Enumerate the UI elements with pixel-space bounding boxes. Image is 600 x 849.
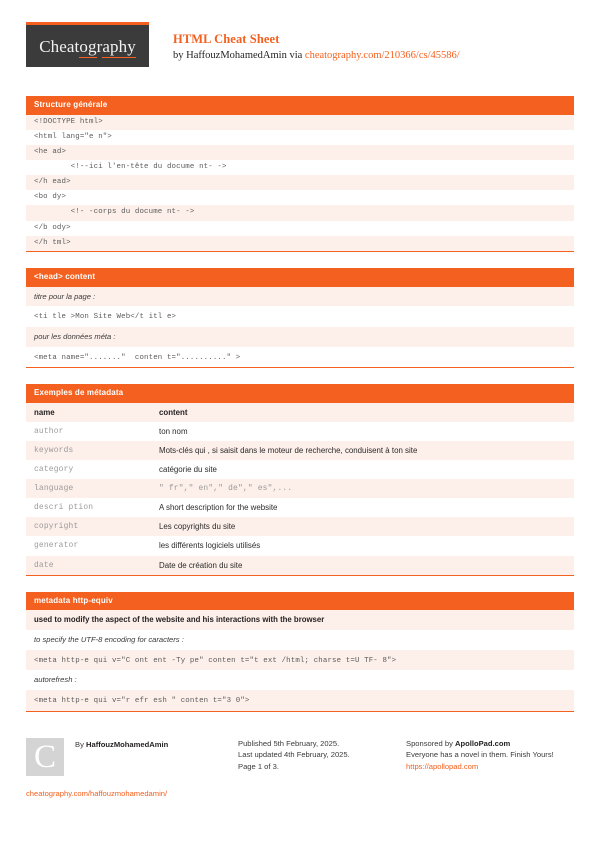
author-profile-link[interactable]: cheatography.com/haffouzmohamedamin/	[26, 788, 168, 798]
section-row	[26, 670, 574, 690]
row-code: <meta http-e qui v="C ont ent -Ty pe" conten t="t ext /html; charse t=U TF- 8">	[34, 656, 397, 665]
logo-wordmark: Cheatography	[39, 36, 136, 56]
column-header-name: name	[26, 403, 151, 422]
cell-value: Mots-clés qui , si saisit dans le moteur de recherche, conduisent à ton site	[151, 441, 574, 460]
code-line: </h ead>	[26, 175, 574, 190]
section-row	[26, 610, 574, 630]
section-row	[26, 327, 574, 347]
section-exemples-metadata	[26, 384, 574, 575]
byline-prefix: by	[173, 49, 187, 61]
code-line: <he ad>	[26, 145, 574, 160]
code-line: </h tml>	[26, 236, 574, 251]
code-line: <bo dy>	[34, 193, 67, 202]
cell-key: descri ption	[26, 498, 151, 517]
cell-value: ton nom	[151, 422, 574, 441]
title-block	[173, 22, 460, 64]
code-line: <!DOCTYPE html>	[26, 115, 574, 130]
row-code: <meta http-e qui v="r efr esh " conten t="3 0">	[34, 696, 250, 705]
footer-byline	[75, 738, 168, 751]
row-code: <meta name="......." conten t=".........." >	[34, 353, 241, 362]
sponsor-url-link[interactable]: https://apollopad.com	[406, 762, 479, 772]
table-row	[26, 460, 574, 479]
cell-value: catégorie du site	[151, 460, 574, 479]
row-note: used to modify the aspect of the website and his interactions with the browser	[34, 615, 325, 625]
cheatsheet-page	[26, 22, 574, 799]
section-row	[26, 306, 574, 327]
cell-key: keywords	[26, 441, 151, 460]
table-row	[26, 556, 574, 575]
cell-value: Date de création du site	[151, 556, 574, 575]
table-row	[26, 498, 574, 517]
updated-date: Last updated 4th February, 2025.	[238, 750, 350, 760]
column-header-content: content	[151, 403, 574, 422]
author-identity	[26, 738, 238, 776]
section-title: metadata http-equiv	[26, 592, 574, 611]
byline	[173, 49, 460, 64]
table-header-row	[26, 403, 574, 422]
source-url-link[interactable]: cheatography.com/210366/cs/45586/	[304, 49, 460, 61]
footer-sponsor-column	[406, 738, 574, 800]
section-structure-generale	[26, 96, 574, 252]
cell-key: author	[26, 422, 151, 441]
page-title: HTML Cheat Sheet	[173, 32, 280, 46]
section-title: Exemples de métadata	[26, 384, 574, 403]
section-row	[26, 690, 574, 711]
section-head-content	[26, 268, 574, 368]
section-title: <head> content	[26, 268, 574, 287]
sponsor-prefix: Sponsored by	[406, 738, 455, 748]
cell-key: generator	[26, 536, 151, 555]
footer-author-column	[26, 738, 238, 800]
table-row	[26, 536, 574, 555]
cell-value: Les copyrights du site	[151, 517, 574, 536]
row-note: titre pour la page :	[34, 291, 96, 301]
section-row	[26, 287, 574, 307]
cell-key: category	[26, 460, 151, 479]
section-title: Structure générale	[26, 96, 574, 115]
row-note: to specify the UTF-8 encoding for caracters :	[34, 634, 184, 644]
page-header	[26, 22, 574, 80]
code-line: </b ody>	[34, 223, 71, 232]
code-line: <!- -corps du docume nt- ->	[26, 205, 574, 220]
table-row	[26, 422, 574, 441]
code-line: <!--ici l'en-tête du docume nt- ->	[34, 163, 227, 172]
metadata-table	[26, 403, 574, 575]
section-row	[26, 650, 574, 671]
byline-via: via	[286, 49, 305, 61]
table-row	[26, 517, 574, 536]
code-block	[26, 115, 574, 251]
table-row	[26, 479, 574, 498]
sponsor-line	[406, 738, 574, 750]
footer-publish-column	[238, 738, 406, 800]
cell-value: A short description for the website	[151, 498, 574, 517]
page-footer	[26, 738, 574, 800]
row-note: autorefresh :	[34, 675, 77, 685]
table-row	[26, 441, 574, 460]
sponsor-name: ApolloPad.com	[454, 738, 511, 748]
avatar: C	[26, 738, 64, 776]
section-row	[26, 630, 574, 650]
cell-value: les différents logiciels utilisés	[151, 536, 574, 555]
row-code: <ti tle >Mon Site Web</t itl e>	[34, 313, 177, 322]
row-note: pour les données méta :	[34, 331, 116, 341]
cell-key: language	[26, 479, 151, 498]
published-date: Published 5th February, 2025.	[238, 738, 340, 748]
cheatography-logo[interactable]	[26, 22, 149, 67]
sponsor-tagline: Everyone has a novel in them. Finish Yours!	[406, 750, 554, 760]
footer-by-label: By	[75, 739, 86, 749]
page-number: Page 1 of 3.	[238, 762, 279, 772]
cell-key: date	[26, 556, 151, 575]
cell-value: " fr"," en"," de"," es",...	[151, 479, 574, 498]
footer-author-name: HaffouzMohamedAmin	[85, 739, 169, 749]
section-row	[26, 347, 574, 368]
byline-author: HaffouzMohamedAmin	[186, 49, 287, 61]
cell-key: copyright	[26, 517, 151, 536]
section-metadata-http-equiv	[26, 592, 574, 712]
code-line: <html lang="e n">	[34, 132, 112, 141]
